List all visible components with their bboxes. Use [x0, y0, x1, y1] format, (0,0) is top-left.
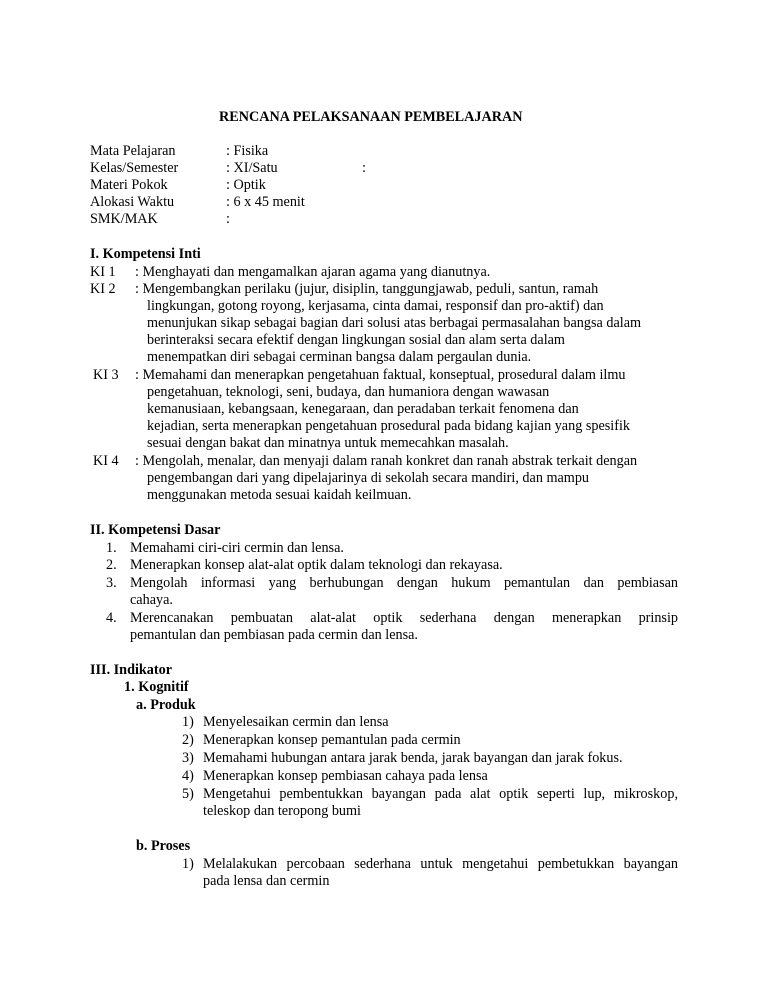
list-item: Merencanakan pembuatan alat-alat optik sederhana dengan menerapkan prinsip	[130, 610, 678, 626]
ki-text: menunjukan sikap sebagai bagian dari solusi atas berbagai permasalahan bangsa dalam	[147, 315, 642, 331]
list-number: 1)	[182, 714, 194, 730]
identity-label: Kelas/Semester	[90, 160, 179, 176]
ki-text: kejadian, serta menerapkan pengetahuan prosedural pada bidang kajian yang spesifik	[147, 418, 630, 434]
list-item: Menyelesaikan cermin dan lensa	[203, 714, 389, 730]
list-number: 2)	[182, 732, 194, 748]
identity-value: : Optik	[226, 177, 266, 193]
identity-value: : 6 x 45 menit	[226, 194, 305, 210]
ki-text: menempatkan diri sebagai cerminan bangsa dalam pergaulan dunia.	[147, 349, 532, 365]
identity-label: Materi Pokok	[90, 177, 168, 193]
ki-text: : Menghayati dan mengamalkan ajaran agama yang dianutnya.	[135, 264, 491, 280]
list-item: Menerapkan konsep pembiasan cahaya pada lensa	[203, 768, 488, 784]
list-item: Memahami hubungan antara jarak benda, jarak bayangan dan jarak fokus.	[203, 750, 623, 766]
identity-label: SMK/MAK	[90, 211, 158, 227]
identity-value: : XI/Satu	[226, 160, 278, 176]
ki-text: kemanusiaan, kebangsaan, kenegaraan, dan peradaban terkait fenomena dan	[147, 401, 579, 417]
page-title: RENCANA PELAKSANAAN PEMBELAJARAN	[219, 109, 523, 125]
identity-label: Alokasi Waktu	[90, 194, 175, 210]
subsubsection-heading: a. Produk	[136, 697, 196, 713]
section-heading: III. Indikator	[90, 662, 173, 678]
ki-text: berinteraksi secara efektif dengan lingkungan sosial dan alam serta dalam	[147, 332, 565, 348]
list-number: 4.	[106, 610, 117, 626]
ki-text: : Mengolah, menalar, dan menyaji dalam ranah konkret dan ranah abstrak terkait dengan	[135, 453, 638, 469]
ki-text: lingkungan, gotong royong, kerjasama, cinta damai, responsif dan pro-aktif) dan	[147, 298, 604, 314]
subsection-heading: 1. Kognitif	[124, 679, 189, 695]
list-item: cahaya.	[130, 592, 173, 608]
ki-code: KI 3	[93, 367, 119, 383]
list-number: 2.	[106, 557, 117, 573]
list-number: 1)	[182, 856, 194, 872]
list-number: 3.	[106, 575, 117, 591]
list-item: Melalakukan percobaan sederhana untuk mengetahui pembetukkan bayangan	[203, 856, 678, 872]
list-item: teleskop dan teropong bumi	[203, 803, 362, 819]
section-heading: II. Kompetensi Dasar	[90, 522, 221, 538]
list-item: Mengetahui pembentukkan bayangan pada alat optik seperti lup, mikroskop,	[203, 786, 678, 802]
ki-text: pengetahuan, teknologi, seni, budaya, dan humaniora dengan wawasan	[147, 384, 550, 400]
identity-value: :	[226, 211, 230, 227]
identity-extra: :	[362, 160, 366, 176]
list-item: Mengolah informasi yang berhubungan dengan hukum pemantulan dan pembiasan	[130, 575, 678, 591]
list-item: pada lensa dan cermin	[203, 873, 330, 889]
ki-text: pengembangan dari yang dipelajarinya di sekolah secara mandiri, dan mampu	[147, 470, 590, 486]
list-number: 3)	[182, 750, 194, 766]
ki-code: KI 1	[90, 264, 116, 280]
list-number: 4)	[182, 768, 194, 784]
ki-text: : Mengembangkan perilaku (jujur, disiplin, tanggungjawab, peduli, santun, ramah	[135, 281, 599, 297]
ki-code: KI 2	[90, 281, 116, 297]
list-item: Menerapkan konsep pemantulan pada cermin	[203, 732, 461, 748]
list-number: 5)	[182, 786, 194, 802]
identity-label: Mata Pelajaran	[90, 143, 176, 159]
section-heading: I. Kompetensi Inti	[90, 246, 201, 262]
identity-value: : Fisika	[226, 143, 269, 159]
ki-text: menggunakan metoda sesuai kaidah keilmuan.	[147, 487, 412, 503]
subsubsection-heading: b. Proses	[136, 838, 191, 854]
ki-text: sesuai dengan bakat dan minatnya untuk memecahkan masalah.	[147, 435, 509, 451]
list-item: Memahami ciri-ciri cermin dan lensa.	[130, 540, 344, 556]
list-number: 1.	[106, 540, 117, 556]
ki-code: KI 4	[93, 453, 119, 469]
list-item: pemantulan dan pembiasan pada cermin dan lensa.	[130, 627, 418, 643]
list-item: Menerapkan konsep alat-alat optik dalam teknologi dan rekayasa.	[130, 557, 503, 573]
ki-text: : Memahami dan menerapkan pengetahuan faktual, konseptual, prosedural dalam ilmu	[135, 367, 626, 383]
